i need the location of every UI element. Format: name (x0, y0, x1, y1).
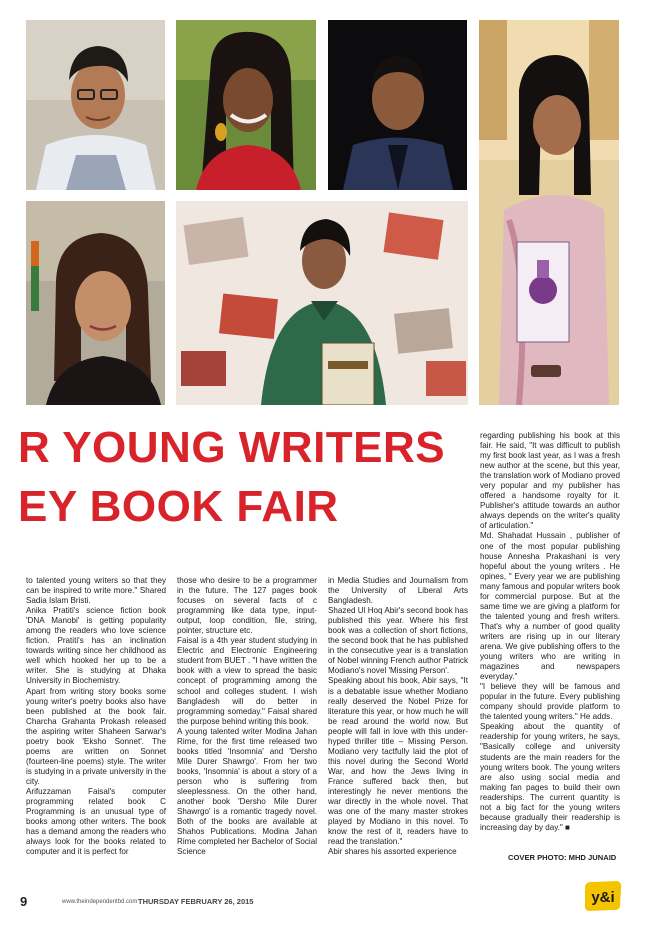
writer-green-kurta-with-book (176, 201, 468, 405)
paragraph: those who desire to be a programmer in the future. The 127 pages book focuses on several facts of c programming like data type, input-output, loop condition, file, string, pointer, structure etc. (177, 576, 317, 636)
writer-red-dress-portrait (176, 20, 316, 190)
paragraph: "I believe they will be famous and popular in the future. Every publishing company should provide platform to the talented young writers." He adds. (480, 682, 620, 722)
headline-line-1: R YOUNG WRITERS (18, 423, 446, 472)
issue-date: THURSDAY FEBRUARY 26, 2015 (138, 897, 254, 906)
paragraph: Anika Pratiti's science fiction book 'DNA Manobi' is getting popularity among the readers who love science fiction. Pratiti's has an inclination towards writing since her childhood as well which hooked her up to be a writer. She is studying at Dhaka University in Biochemistry. (26, 606, 166, 686)
paragraph: Faisal is a 4th year student studying in Electric and Electronic Engineering student from BUET . "I have written the book with a view to spread the basic concept of programming among the school and colleges student. I wish Bangladesh will do better in programming someday." Faisal shared the purpose behind writing this book. (177, 636, 317, 726)
article-column-4 (480, 431, 620, 833)
paragraph: to talented young writers so that they can be inspired to write more." Shared Sadia Islam Bristi. (26, 576, 166, 606)
article-column-1 (26, 576, 166, 857)
paragraph: regarding publishing his book at this fair. He said, "It was difficult to publish my first book last year, as I was a fresh new author at the scene, but this year, the translation work of Modiano proved very popular and my publisher has offered a handsome royalty for it. Publisher's attitude towards an author always depends on the writer's quality of articulation." (480, 431, 620, 531)
writer-dark-shirt-portrait (328, 20, 467, 190)
site-url: www.theindependentbd.com (62, 899, 138, 905)
paragraph: in Media Studies and Journalism from the University of Liberal Arts Bangladesh. (328, 576, 468, 606)
paragraph: Speaking about the quantity of readership for young writers, he says, "Basically college and university students are the main readers for the young writers book. The young writers are also using social media and making fan pages to build their own readerships. The current quantity is not a big fact for the young writers because gradually their readership is increasing day by day." ■ (480, 722, 620, 832)
page-number: 9 (20, 894, 28, 909)
article-column-2 (177, 576, 317, 857)
paragraph: Arifuzzaman Faisal's computer programming related book C Programming is an unusual type of books among other writers. The book has a demand among the readers who always look for the books related to computer and it is perfect for (26, 786, 166, 857)
writer-young-woman-portrait (26, 201, 165, 405)
svg-text:y&i: y&i (591, 889, 615, 906)
paragraph: Abir shares his assorted experience (328, 847, 457, 857)
paragraph: Apart from writing story books some young writer's poetry books also have been published at the book fair. Charcha Grahanta Prokash released the aspiring writer Shaheen Sarwar's poetry book 'Eksho Sonnet'. The poems are written on Sonnet (fourteen-line poems) style. The writer is studying in a private university in the city. (26, 686, 166, 786)
cover-photo-credit: COVER PHOTO: MHD JUNAID (508, 853, 617, 862)
article-column-3 (328, 576, 468, 857)
headline-line-2: EY BOOK FAIR (18, 482, 339, 531)
paragraph: A young talented writer Modina Jahan Rime, for the first time released two books titled 'Insomnia' and 'Dersho Mile Durer Shawrgo'. From her two books, 'Insomnia' is about a story of a person who is suffering from sleeplessness. On the other hand, another book 'Dersho Mile Durer Shawrgo' is a romantic tragedy novel. Both of the books are available at Shahos Publications. Modina Jahan Rime completed her Bachelor of Social Science (177, 726, 317, 857)
paragraph: Md. Shahadat Hussain , publisher of one of the most popular publishing house Annesha Prakashani is very hopeful about the young writers . He opines, " Every year we are publishing many famous and popular writers book for commercial purpose. But at the same time we are giving a platform for the talented young and fresh writers. That's why a number of good quality writers are rising up in our literary arena. We give publishing offers to the young writers who are writing in magazines and newspapers everyday." (480, 531, 620, 682)
writer-pink-saree-with-book (479, 20, 619, 405)
paragraph: Shazed Ul Hoq Abir's second book has published this year. Where his first book was a collection of short fictions, the second book that he has published in the consecutive year is a translation of Nobel winning French author Patrick Modiano's novel 'Missing Person'. (328, 606, 468, 676)
writer-glasses-portrait (26, 20, 165, 190)
paragraph: Speaking about his book, Abir says, "It is a debatable issue whether Modiano really deserved the Nobel Prize for literature this year, or how much he will be read around the world now. But people will fall in love with this under-hyped thriller title – Missing Person. Modiano very tactfully laid the plot of this novel during the Second World War, and how the Jews living in France suffered back then, but interestingly he never mentions the war directly in the whole novel. That was one of the many master strokes played by Modiano in this novel. To know the rest of it, readers have to read the translation." (328, 676, 468, 847)
yi-logo (583, 880, 623, 912)
